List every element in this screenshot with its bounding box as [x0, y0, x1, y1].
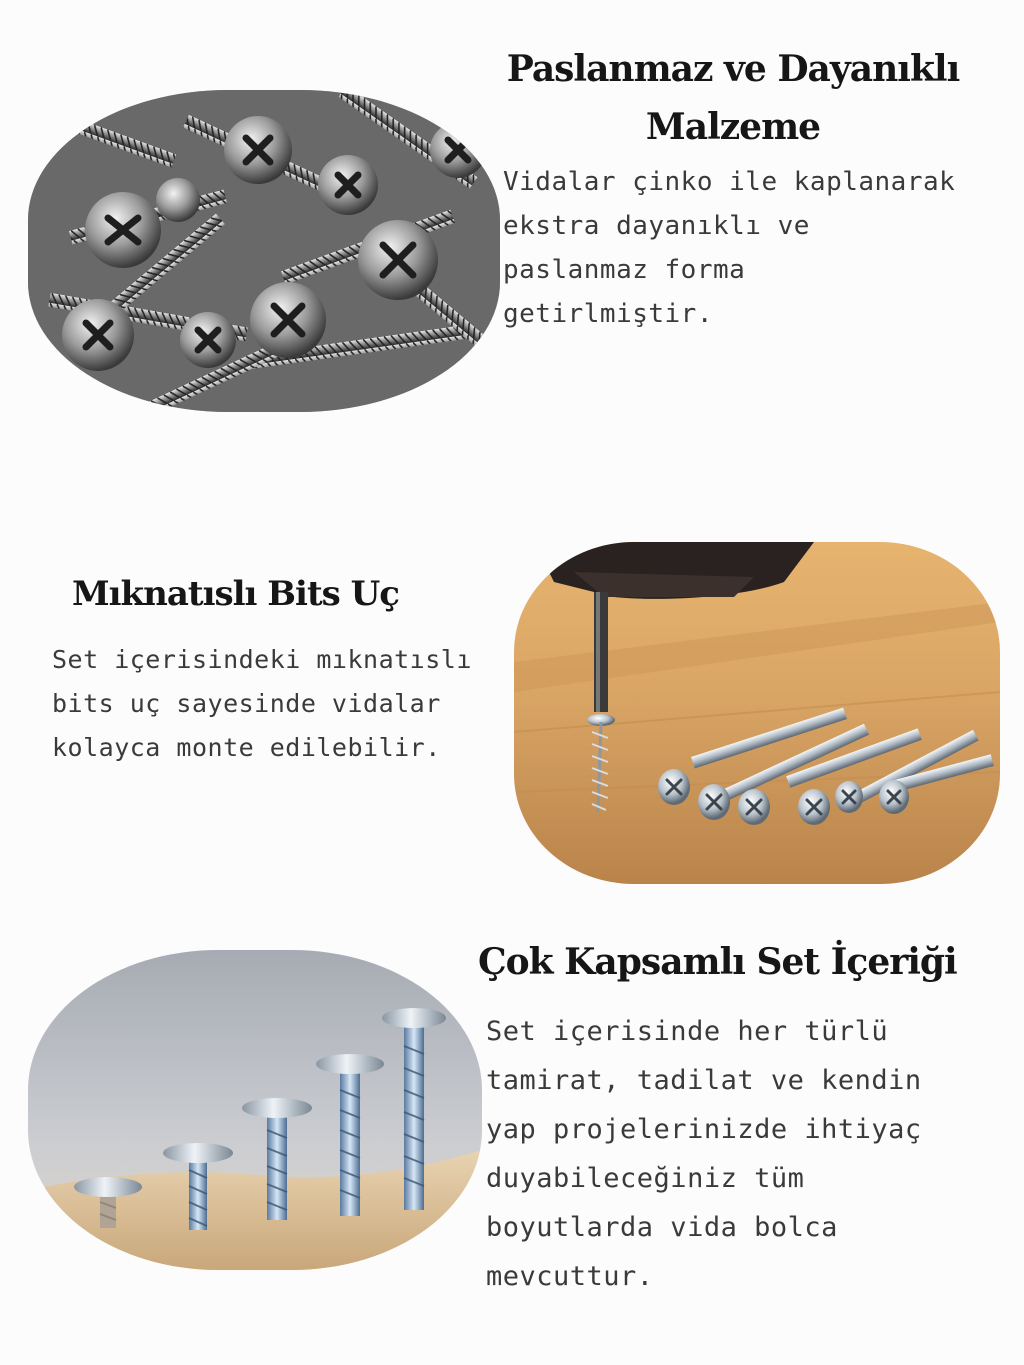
body-line: mevcuttur.	[486, 1261, 654, 1292]
section-heading-magnetic-bit	[72, 570, 399, 618]
heading-line: Çok Kapsamlı Set İçeriği	[478, 941, 957, 983]
body-line: paslanmaz forma	[503, 255, 746, 285]
heading-line: Malzeme	[645, 106, 821, 148]
feature-section-set-contents	[0, 915, 1024, 1335]
feature-section-magnetic-bit	[0, 520, 1024, 900]
heading-line: Paslanmaz ve Dayanıklı	[506, 48, 960, 90]
body-line: Set içerisindeki mıknatıslı	[52, 645, 472, 674]
feature-section-material	[0, 0, 1024, 440]
body-line: Vidalar çinko ile kaplanarak	[503, 167, 956, 197]
body-line: tamirat, tadilat ve kendin	[486, 1065, 922, 1096]
body-line: duyabileceğiniz tüm	[486, 1163, 805, 1194]
body-line: yap projelerinizde ihtiyaç	[486, 1114, 922, 1145]
heading-line: Mıknatıslı Bits Uç	[72, 574, 399, 614]
drill-bit-photo	[514, 542, 1000, 884]
screw-sizes-photo	[28, 950, 482, 1270]
section-body-set-contents	[486, 1007, 922, 1301]
section-body-magnetic-bit	[52, 638, 472, 770]
body-line: bits uç sayesinde vidalar	[52, 689, 441, 718]
body-line: getirlmiştir.	[503, 299, 713, 329]
body-line: Set içerisinde her türlü	[486, 1016, 889, 1047]
screw-pile-photo	[28, 90, 500, 412]
section-heading-set-contents	[478, 937, 957, 987]
body-line: ekstra dayanıklı ve	[503, 211, 810, 241]
section-body-material	[503, 160, 955, 336]
section-heading-material	[483, 40, 983, 156]
body-line: kolayca monte edilebilir.	[52, 733, 441, 762]
body-line: boyutlarda vida bolca	[486, 1212, 838, 1243]
